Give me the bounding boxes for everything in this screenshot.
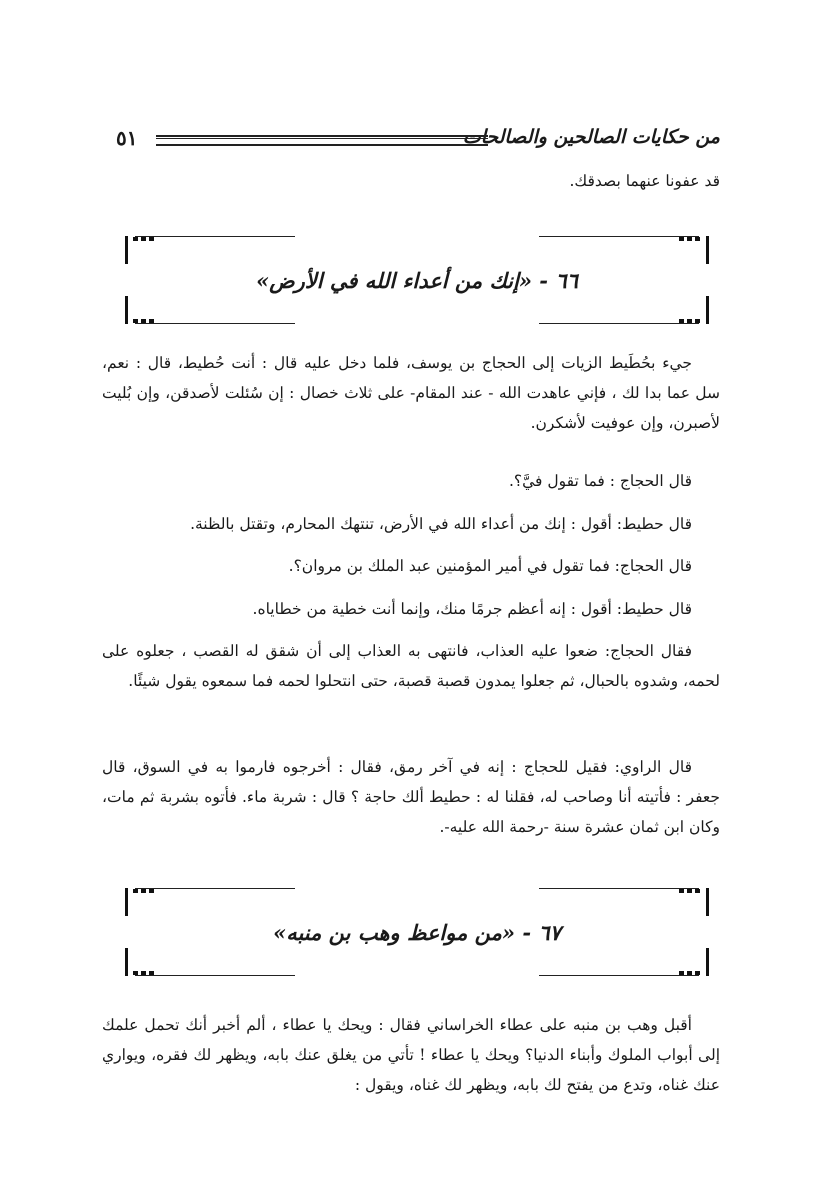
frame-line [135, 236, 295, 237]
frame-line [135, 323, 295, 324]
frame-ornament [133, 971, 155, 975]
section-66-title: ٦٦ - «إنك من أعداء الله في الأرض» [256, 268, 578, 293]
frame-line [135, 975, 295, 976]
frame-corner [706, 888, 709, 916]
frame-line [539, 236, 699, 237]
paragraph: قال حطيط: أقول : إنه أعظم جرمًا منك، وإنما أنت خطية من خطاياه. [252, 600, 692, 618]
intro-line: قد عفونا عنهما بصدقك. [569, 172, 720, 190]
section-66-header [125, 228, 709, 324]
frame-corner [125, 296, 128, 324]
frame-ornament [679, 319, 701, 323]
section-67-title: ٦٧ - «من مواعظ وهب بن منبه» [273, 920, 561, 945]
page-number: ٥١ [116, 126, 138, 150]
frame-line [539, 975, 699, 976]
paragraph: قال حطيط: أقول : إنك من أعداء الله في الأرض، تنتهك المحارم، وتقتل بالظنة. [190, 515, 692, 533]
frame-ornament [679, 237, 701, 241]
frame-corner [125, 236, 128, 264]
frame-corner [706, 948, 709, 976]
frame-line [135, 888, 295, 889]
frame-line [539, 323, 699, 324]
frame-ornament [679, 971, 701, 975]
frame-corner [125, 888, 128, 916]
frame-ornament [133, 237, 155, 241]
running-header [110, 126, 720, 156]
frame-corner [125, 948, 128, 976]
frame-ornament [679, 889, 701, 893]
paragraph: قال الحجاج: فما تقول في أمير المؤمنين عبد الملك بن مروان؟. [288, 557, 692, 575]
frame-ornament [133, 319, 155, 323]
paragraph: جيء بحُطَيط الزيات إلى الحجاج بن يوسف، فلما دخل عليه قال : أنت حُطيط، قال : نعم، سل عما بدا لك ، فإني عاهدت الله - عند المقام- على ثلاث خصال : إن سُئلت لأصدقن، وإن بُليت لأصبرن، وإن عوفيت لأشكرن. [102, 354, 720, 432]
paragraph: قال الراوي: فقيل للحجاج : إنه في آخر رمق، فقال : أخرجوه فارموا به في السوق، قال جعفر : فأتيته أنا وصاحب له، فقلنا له : حطيط ألك حاجة ؟ قال : شربة ماء. فأتوه بشربة ثم مات، وكان ابن ثمان عشرة سنة -رحمة الله عليه-. [102, 758, 720, 836]
running-title: من حكايات الصالحين والصالحات [462, 126, 720, 148]
header-rule [156, 135, 488, 146]
frame-line [539, 888, 699, 889]
frame-corner [706, 236, 709, 264]
frame-ornament [133, 889, 155, 893]
paragraph: أقبل وهب بن منبه على عطاء الخراساني فقال : ويحك يا عطاء ، ألم أخبر أنك تحمل علمك إلى أبواب الملوك وأبناء الدنيا؟ ويحك يا عطاء ! تأتي من يغلق عنك بابه، ويظهر لك فقره، ويواري عنك غناه، وتدع من يفتح لك بابه، ويظهر لك غناه، ويقول : [102, 1016, 720, 1094]
paragraph: فقال الحجاج: ضعوا عليه العذاب، فانتهى به العذاب إلى أن شقق له القصب ، جعلوه على لحمه، وشدوه بالحبال، ثم جعلوا يمدون قصبة قصبة، حتى انتحلوا لحمه فما سمعوه يقول شيئًا. [102, 642, 720, 690]
frame-corner [706, 296, 709, 324]
section-67-header [125, 880, 709, 976]
paragraph: قال الحجاج : فما تقول فيَّ؟. [508, 472, 692, 490]
